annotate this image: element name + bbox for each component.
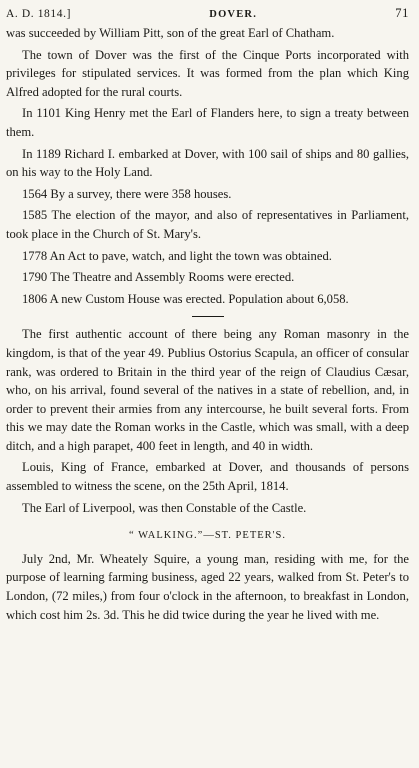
paragraph: In 1101 King Henry met the Earl of Flanders here, to sign a treaty between them. [6,106,409,139]
header-title: DOVER. [209,9,258,20]
paragraph: July 2nd, Mr. Wheately Squire, a young man, residing with me, for the purpose of learning farming business, aged 22 years, walked from St. Peter's to London, (72 miles,) from four o'clock in the afternoon, to breakfast in London, which cost him 2s. 3d. This he did twice during the year he lived with me. [6,551,409,622]
page-body [6,24,409,624]
header-date: A. D. 1814.] [6,8,72,20]
paragraph: The Earl of Liverpool, was then Constable of the Castle. [22,500,307,515]
paragraph: In 1189 Richard I. embarked at Dover, with 100 sail of ships and 80 gallies, on his way to the Holy Land. [6,146,409,180]
paragraph: The first authentic account of there being any Roman masonry in the kingdom, is that of the year 49. Publius Ostorius Scapula, an officer of consular rank, was ordered to Britain in the third year of the reign of Claudius Cæsar, who, on his arrival, found several of the natives in a state of rebellion, and, in order to prevent their armies from any intercourse, he built several forts. From this we may date the Roman works in the Castle, which was small, with a deep ditch, and a high parapet, 400 feet in length, and 40 in width. [6,327,409,453]
paragraph: was succeeded by William Pitt, son of the great Earl of Chatham. [6,26,335,40]
paragraph: 1585 The election of the mayor, and also of representatives in Parliament, took place in the Church of St. Mary's. [6,208,409,241]
page-number: 71 [395,6,409,20]
paragraph: 1806 A new Custom House was erected. Population about 6,058. [22,291,349,306]
section-heading: “ WALKING.”—ST. PETER'S. [128,530,287,542]
paragraph: Louis, King of France, embarked at Dover, and thousands of persons assembled to witness the scene, on the 25th April, 1814. [6,460,409,494]
paragraph: 1564 By a survey, there were 358 houses. [22,186,232,201]
paragraph: 1778 An Act to pave, watch, and light the town was obtained. [22,248,332,263]
running-header [6,6,409,24]
paragraph: 1790 The Theatre and Assembly Rooms were erected. [22,270,295,285]
paragraph: The town of Dover was the first of the Cinque Ports incorporated with privileges for stipulated services. It was formed from the plan which King Alfred adopted for the rural courts. [6,47,409,99]
section-divider [192,316,224,317]
